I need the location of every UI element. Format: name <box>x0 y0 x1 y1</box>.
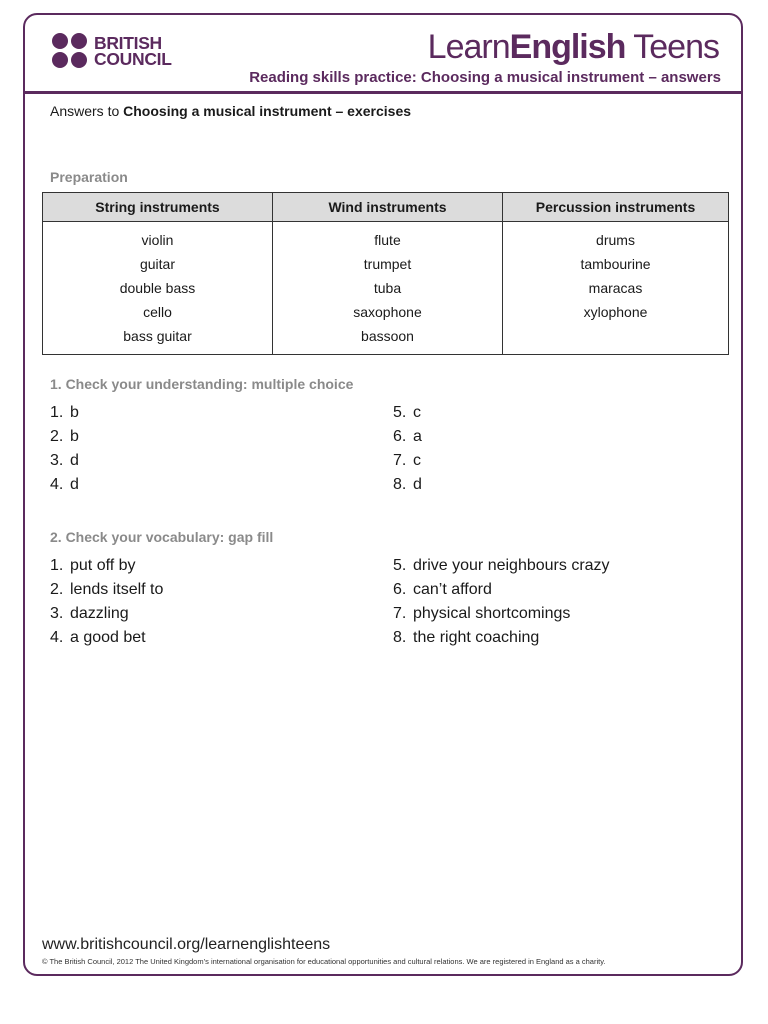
footer-url-link[interactable]: www.britishcouncil.org/learnenglishteens <box>42 936 331 953</box>
list-item: bass guitar <box>123 328 192 344</box>
answer-number: 5. <box>393 557 407 574</box>
answer-row <box>50 404 79 424</box>
answer-text: c <box>413 404 421 421</box>
list-item: flute <box>374 232 401 248</box>
preparation-heading: Preparation <box>50 169 128 185</box>
answer-text: b <box>70 428 79 445</box>
intro-exercise-title: Choosing a musical instrument – exercises <box>123 103 412 119</box>
answer-number: 2. <box>50 581 64 598</box>
answer-text: the right coaching <box>413 629 540 646</box>
list-item: trumpet <box>363 256 412 272</box>
british-council-logo <box>52 33 172 69</box>
answer-row <box>393 404 421 424</box>
british-council-dots-icon <box>52 33 88 69</box>
answer-text: d <box>413 476 422 493</box>
answer-row <box>50 557 136 577</box>
logo-english: English <box>509 28 626 66</box>
answer-number: 4. <box>50 476 64 493</box>
answer-number: 7. <box>393 452 407 469</box>
list-item: tambourine <box>580 256 651 272</box>
list-item: guitar <box>139 256 176 272</box>
list-item: violin <box>141 232 174 248</box>
list-item: tuba <box>373 280 402 296</box>
list-item: drums <box>596 232 635 248</box>
answer-row <box>50 605 129 625</box>
intro-prefix: Answers to <box>50 103 124 119</box>
answer-number: 5. <box>393 404 407 421</box>
list-item: maracas <box>588 280 643 296</box>
logo-learn: Learn <box>427 28 510 66</box>
answer-row <box>50 581 163 601</box>
list-item: cello <box>143 304 172 320</box>
answer-number: 3. <box>50 605 64 622</box>
multiple-choice-heading: 1. Check your understanding: multiple choice <box>50 376 354 392</box>
header-divider <box>23 91 743 94</box>
answer-number: 6. <box>393 581 407 598</box>
answer-row <box>50 452 79 472</box>
answer-row <box>393 557 610 577</box>
answer-row <box>50 476 79 496</box>
col-header-percussion: Percussion instruments <box>503 193 729 222</box>
table-header-row <box>43 193 729 222</box>
intro-line <box>50 103 411 119</box>
answer-text: c <box>413 452 421 469</box>
answer-text: put off by <box>70 557 136 574</box>
answer-row <box>393 605 570 625</box>
answer-row <box>393 476 422 496</box>
col-header-wind: Wind instruments <box>273 193 503 222</box>
bc-line-1: BRITISH <box>94 33 162 53</box>
answer-text: dazzling <box>70 605 129 622</box>
answer-number: 6. <box>393 428 407 445</box>
col-header-string: String instruments <box>43 193 273 222</box>
answer-text: a good bet <box>70 629 146 646</box>
answer-text: a <box>413 428 422 445</box>
string-cell <box>43 222 273 355</box>
answer-text: d <box>70 476 79 493</box>
answer-row <box>393 452 421 472</box>
answer-text: can’t afford <box>413 581 492 598</box>
answer-number: 8. <box>393 476 407 493</box>
answer-row <box>393 581 492 601</box>
percussion-cell <box>503 222 729 355</box>
answer-number: 1. <box>50 404 64 421</box>
list-item: xylophone <box>583 304 648 320</box>
answer-number: 3. <box>50 452 64 469</box>
answer-row <box>393 629 539 649</box>
answer-text: drive your neighbours crazy <box>413 557 610 574</box>
list-item: saxophone <box>353 304 422 320</box>
logo-teens: Teens <box>625 28 719 66</box>
answer-row <box>50 428 79 448</box>
footer-copyright: © The British Council, 2012 The United Kingdom’s international organisation for educational opportunities and cultural relations. We are registered in England as a charity. <box>42 957 606 966</box>
answer-number: 8. <box>393 629 407 646</box>
document-title: Reading skills practice: Choosing a musical instrument – answers <box>249 69 721 86</box>
list-item: bassoon <box>361 328 414 344</box>
answer-text: d <box>70 452 79 469</box>
british-council-wordmark <box>94 35 172 67</box>
answer-number: 1. <box>50 557 64 574</box>
learnenglish-teens-logo <box>428 28 719 67</box>
preparation-table <box>42 192 729 355</box>
wind-cell <box>273 222 503 355</box>
answer-text: lends itself to <box>70 581 164 598</box>
answer-number: 7. <box>393 605 407 622</box>
table-row <box>43 222 729 355</box>
answer-number: 2. <box>50 428 64 445</box>
list-item: double bass <box>119 280 196 296</box>
bc-line-2: COUNCIL <box>94 49 172 69</box>
page-frame <box>23 13 743 976</box>
gap-fill-heading: 2. Check your vocabulary: gap fill <box>50 529 274 545</box>
answer-text: b <box>70 404 79 421</box>
answer-text: physical shortcomings <box>413 605 571 622</box>
answer-row <box>50 629 146 649</box>
answer-row <box>393 428 422 448</box>
answer-number: 4. <box>50 629 64 646</box>
